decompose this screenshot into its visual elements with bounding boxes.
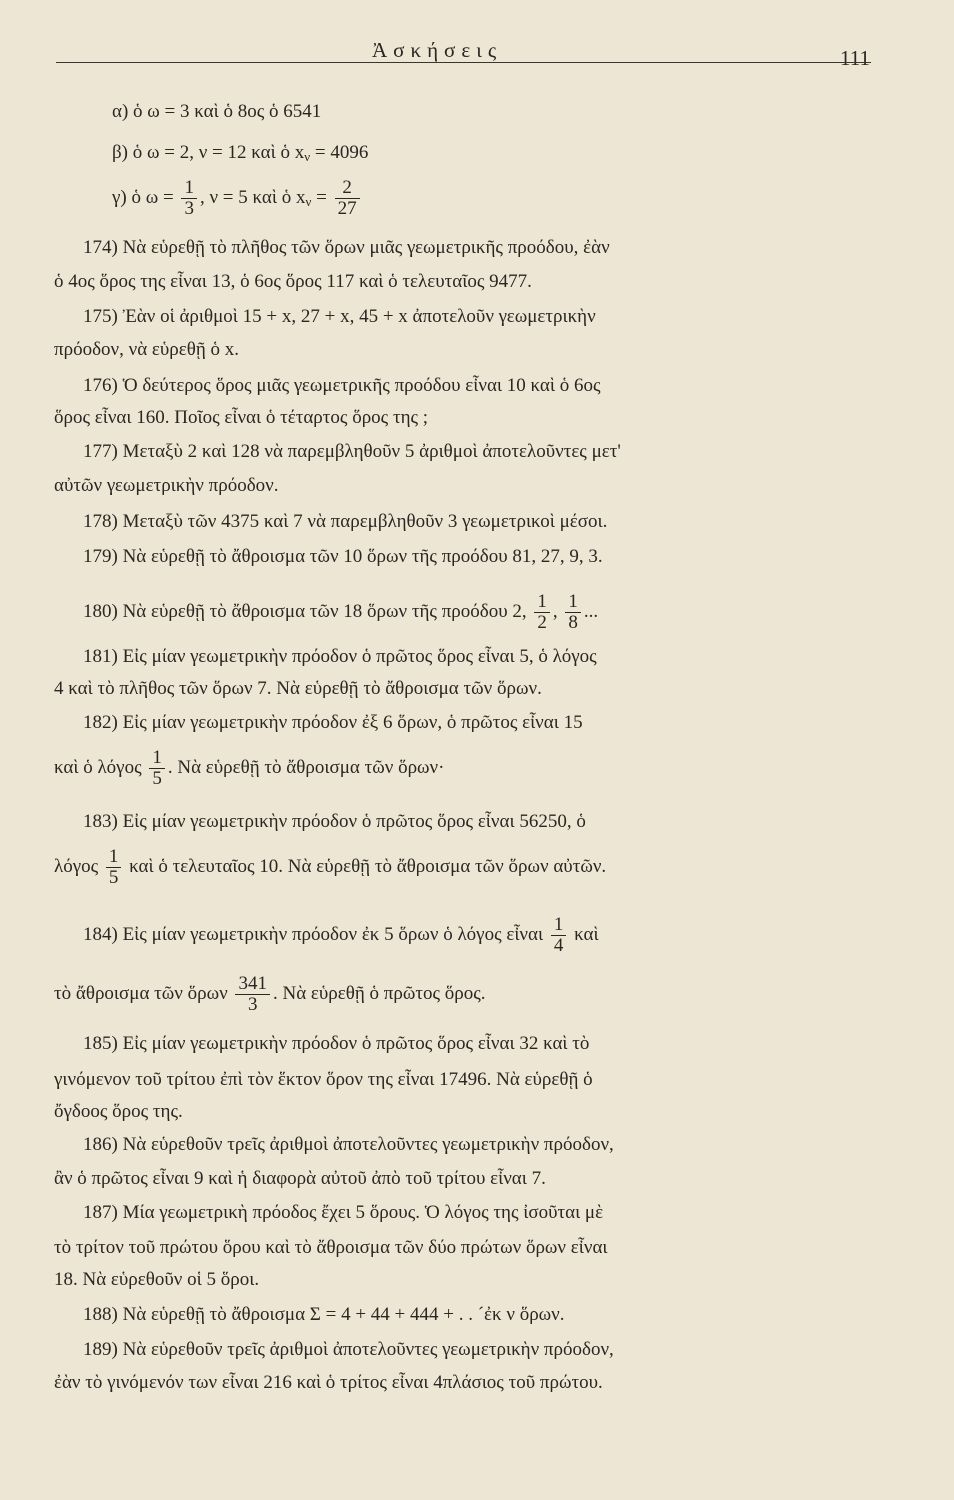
exercise-189-line-1: 189) Νὰ εὑρεθοῦν τρεῖς ἀριθμοὶ ἀποτελοῦντες γεωμετρικὴν πρόοδον,: [83, 1339, 614, 1360]
text-fragment: καὶ ὁ τελευταῖος 10. Νὰ εὑρεθῇ τὸ ἄθροισμα τῶν ὅρων αὐτῶν.: [124, 855, 607, 877]
exercise-182-line-1: 182) Εἰς μίαν γεωμετρικὴν πρόοδον ἐξ 6 ὅρων, ὁ πρῶτος εἶναι 15: [83, 712, 583, 733]
fraction: [565, 592, 581, 633]
header-rule: [56, 62, 871, 63]
exercise-185-line-3: ὄγδοος ὅρος της.: [54, 1101, 183, 1122]
text-fragment: γ) ὁ ω =: [112, 186, 174, 208]
exercise-189-line-2: ἐὰν τὸ γινόμενόν των εἶναι 216 καὶ ὁ τρίτος εἶναι 4πλάσιος τοῦ πρώτου.: [54, 1372, 603, 1393]
running-title: Ἀσκήσεις: [372, 38, 503, 62]
fraction: [106, 847, 122, 888]
text-fragment: λόγος: [54, 855, 99, 877]
fraction: [181, 178, 197, 219]
exercise-174-line-1: 174) Νὰ εὑρεθῇ τὸ πλῆθος τῶν ὅρων μιᾶς γεωμετρικῆς προόδου, ἐὰν: [83, 237, 610, 258]
text-fragment: καὶ: [574, 923, 599, 945]
exercise-176-line-2: ὅρος εἶναι 160. Ποῖος εἶναι ὁ τέταρτος ὅρος της ;: [54, 407, 429, 428]
text-fragment: . Νὰ εὑρεθῇ τὸ ἄθροισμα τῶν ὅρων·: [167, 756, 445, 778]
denominator: 4: [553, 934, 564, 956]
exercise-178-line: 178) Μεταξὺ τῶν 4375 καὶ 7 νὰ παρεμβληθοῦν 3 γεωμετρικοὶ μέσοι.: [83, 511, 608, 532]
exercise-187-line-1: 187) Μία γεωμετρικὴ πρόοδος ἔχει 5 ὅρους. Ὁ λόγος της ἰσοῦται μὲ: [83, 1202, 604, 1223]
exercise-176-line-1: 176) Ὁ δεύτερος ὅρος μιᾶς γεωμετρικῆς προόδου εἶναι 10 καὶ ὁ 6ος: [83, 375, 601, 396]
exercise-175-line-2: πρόοδον, νὰ εὑρεθῇ ὁ x.: [54, 339, 240, 360]
exercise-line-alpha: α) ὁ ω = 3 καὶ ὁ 8ος ὁ 6541: [112, 101, 322, 122]
subscript: ν: [305, 193, 312, 209]
exercise-line-gamma: [112, 178, 363, 219]
exercise-188-line: 188) Νὰ εὑρεθῇ τὸ ἄθροισμα Σ = 4 + 44 + 444 + . . ´ἐκ ν ὅρων.: [83, 1304, 565, 1325]
exercise-183-line-1: 183) Εἰς μίαν γεωμετρικὴν πρόοδον ὁ πρῶτος ὅρος εἶναι 56250, ὁ: [83, 811, 586, 832]
exercise-174-line-2: ὁ 4ος ὅρος της εἶναι 13, ὁ 6ος ὅρος 117 καὶ ὁ τελευταῖος 9477.: [54, 271, 532, 292]
fraction: [149, 748, 165, 789]
exercise-187-line-3: 18. Νὰ εὑρεθοῦν οἱ 5 ὅροι.: [54, 1269, 260, 1290]
denominator: 5: [108, 866, 119, 888]
denominator: 5: [152, 767, 162, 789]
denominator: 2: [537, 611, 547, 633]
exercise-186-line-1: 186) Νὰ εὑρεθοῦν τρεῖς ἀριθμοὶ ἀποτελοῦντες γεωμετρικὴν πρόοδον,: [83, 1134, 614, 1155]
text-fragment: , ν = 5 καὶ ὁ x: [199, 186, 306, 208]
exercise-182-line-2: [54, 748, 444, 789]
numerator: 341: [235, 974, 270, 995]
fraction: [235, 974, 270, 1015]
exercise-181-line-2: 4 καὶ τὸ πλῆθος τῶν ὅρων 7. Νὰ εὑρεθῇ τὸ ἄθροισμα τῶν ὅρων.: [54, 678, 542, 699]
denominator: 8: [568, 611, 578, 633]
exercise-184-line-1: [83, 915, 599, 956]
numerator: 2: [335, 178, 360, 199]
numerator: 1: [534, 592, 550, 613]
exercise-line-beta: [112, 141, 368, 169]
denominator: 27: [337, 197, 357, 219]
denominator: 3: [184, 197, 194, 219]
exercise-186-line-2: ἂν ὁ πρῶτος εἶναι 9 καὶ ἡ διαφορὰ αὐτοῦ ἀπὸ τοῦ τρίτου εἶναι 7.: [54, 1168, 546, 1189]
exercise-177-line-1: 177) Μεταξὺ 2 καὶ 128 νὰ παρεμβληθοῦν 5 ἀριθμοὶ ἀποτελοῦντες μετ': [83, 441, 621, 462]
text-fragment: . Νὰ εὑρεθῇ ὁ πρῶτος ὅρος.: [272, 982, 486, 1004]
numerator: 1: [551, 915, 567, 936]
exercise-183-line-2: [54, 847, 606, 888]
fraction: [335, 178, 360, 219]
text-fragment: = 4096: [310, 142, 369, 163]
text-fragment: ...: [583, 600, 599, 622]
exercise-175-line-1: 175) Ἐὰν οἱ ἀριθμοὶ 15 + x, 27 + x, 45 + x ἀποτελοῦν γεωμετρικὴν: [83, 306, 596, 327]
text-fragment: καὶ ὁ λόγος: [54, 756, 142, 778]
text-fragment: 180) Νὰ εὑρεθῇ τὸ ἄθροισμα τῶν 18 ὅρων τῆς προόδου 2,: [83, 600, 527, 622]
numerator: 1: [565, 592, 581, 613]
exercise-180-line: [83, 592, 598, 633]
exercise-184-line-2: [54, 974, 486, 1015]
text-fragment: 184) Εἰς μίαν γεωμετρικὴν πρόοδον ἐκ 5 ὅρων ὁ λόγος εἶναι: [83, 923, 544, 945]
exercise-185-line-1: 185) Εἰς μίαν γεωμετρικὴν πρόοδον ὁ πρῶτος ὅρος εἶναι 32 καὶ τὸ: [83, 1033, 590, 1054]
exercise-179-line: 179) Νὰ εὑρεθῇ τὸ ἄθροισμα τῶν 10 ὅρων τῆς προόδου 81, 27, 9, 3.: [83, 546, 603, 567]
exercise-187-line-2: τὸ τρίτον τοῦ πρώτου ὅρου καὶ τὸ ἄθροισμα τῶν δύο πρώτων ὅρων εἶναι: [54, 1237, 608, 1258]
exercise-177-line-2: αὐτῶν γεωμετρικὴν πρόοδον.: [54, 475, 279, 496]
subscript: ν: [304, 149, 311, 164]
page-number: 111: [840, 46, 870, 70]
fraction: [534, 592, 550, 633]
numerator: 1: [149, 748, 165, 769]
numerator: 1: [181, 178, 197, 199]
text-fragment: ,: [552, 600, 558, 622]
fraction: [551, 915, 567, 956]
numerator: 1: [106, 847, 122, 868]
text-fragment: β) ὁ ω = 2, ν = 12 καὶ ὁ x: [112, 142, 305, 163]
text-fragment: =: [311, 186, 327, 208]
page-header: [0, 38, 954, 78]
exercise-181-line-1: 181) Εἰς μίαν γεωμετρικὴν πρόοδον ὁ πρῶτος ὅρος εἶναι 5, ὁ λόγος: [83, 646, 597, 667]
denominator: 3: [247, 993, 258, 1015]
text-fragment: τὸ ἄθροισμα τῶν ὅρων: [54, 982, 228, 1004]
exercise-185-line-2: γινόμενον τοῦ τρίτου ἐπὶ τὸν ἕκτον ὅρον της εἶναι 17496. Νὰ εὑρεθῇ ὁ: [54, 1069, 593, 1090]
